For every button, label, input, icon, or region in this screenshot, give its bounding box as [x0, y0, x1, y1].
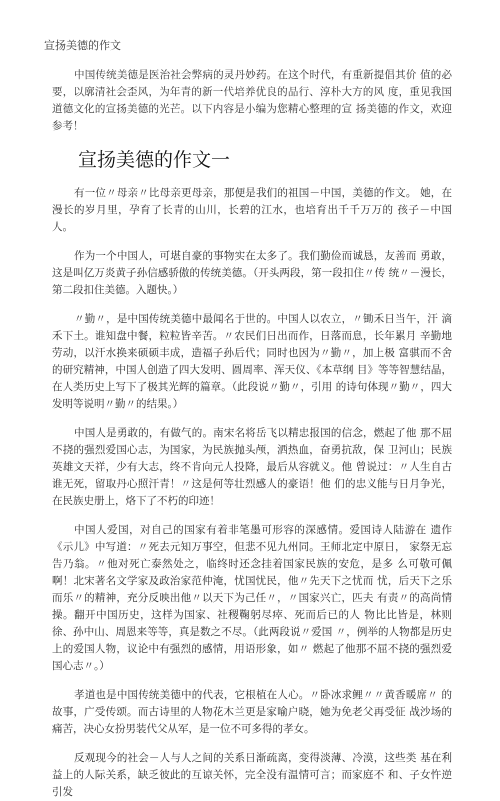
body-paragraph-7: 反观现今的社会－人与人之间的关系日渐疏离，变得淡薄、冷漠，这些类 基在利益上的人际关系，缺乏彼此的互谅关怀，完全没有温情可言；而家庭不 和、子女忤逆引发 [52, 752, 452, 798]
body-paragraph-3: 〃勤〃，是中国传统美德中最闻名于世的。中国人以农立，〃锄禾日当午，汗 滴禾下土。谁知盘中餐，粒粒皆辛苦。〃农民们日出而作，日落而息，长年累月 辛勤地劳动，以汗水换来硕硕丰成，造福子孙后代；同时也因为〃勤〃，加上极 富骐而不舍的研究精神，中国人创造了四大发明、圆周率、浑天仪、《本草纲 目》等等智慧结晶，在人类历史上写下了极其光辉的篇章。（此段说〃勤〃，引用 的诗句体现〃勤〃，四大发明等说明〃勤〃的结果。） [52, 313, 452, 410]
intro-paragraph: 中国传统美德是医治社会弊病的灵丹妙药。在这个时代，有重新提倡其价 值的必要，以廓清社会歪风，为年青的新一代培养优良的品行、淳朴大方的风 度，重见我国道德文化的宣扬美德的光芒。以下内容是小编为您精心整理的宣 扬美德的作文，欢迎参考！ [52, 69, 452, 132]
body-paragraph-6: 孝道也是中国传统美德中的代表，它根植在人心。〃卧冰求鲤〃〃黄香暖席〃 的故事，广受传颂。而古诗里的人物花木兰更是家喻户晓，她为免老父再受征 战沙场的痛苦，决心女扮男装代父从军，是一位不可多得的孝女。 [52, 689, 452, 735]
body-paragraph-2: 作为一个中国人，可堪自豪的事物实在太多了。我们勤俭而诚恳，友善而 勇敢，这是叫亿万炎黄子孙信感骄傲的传统美德。（开头两段，第一段扣住〃传 统〃－漫长，第二段扣住美德。入题快。） [52, 250, 452, 296]
section-heading: 宣扬美德的作文一 [78, 149, 231, 171]
body-paragraph-4: 中国人是勇敢的，有做气的。南宋名将岳飞以精忠报国的信念，燃起了他 那不屈不挠的强烈爱国心志，为国家，为民族抛头颅，洒热血，奋勇抗敌，保 卫河山；民族英雄文天祥，少有大志，终不肯向元人投降，最后从容就义。他 曾说过：〃人生自古谁无死，留取丹心照汗青！〃这是何等壮烈感人的豪语！他 们的忠义能与日月争光，在民族史册上，烙下了不朽的印迹！ [52, 427, 452, 507]
body-paragraph-5: 中国人爱国，对自己的国家有着非笔墨可形容的深感情。爱国诗人陆游在 遗作《示儿》中写道：〃死去元知万事空，但悲不见九州同。王师北定中原日， 家祭无忘告乃翁。〃他对死亡泰然处之，临终时还念挂着国家民族的安危，是多 么可敬可佩啊！北宋著名文学家及政治家范仲淹，忧国忧民，他〃先天下之忧而 忧，后天下之乐而乐〃的精神，充分反映出他〃以天下为己任〃，〃国家兴亡，匹夫 有责〃的高尚情操。翻开中国历史，这样为国家、社稷鞠躬尽瘁、死而后已的人 物比比皆是，林则徐、孙中山、周恩来等等，真是数之不尽。（此两段说〃爱国 〃，例举的人物都是历史上的爱国人物，议论中有强烈的感情，用语形象，如〃 燃起了他那不屈不挠的强烈爱国心志〃。） [52, 524, 452, 672]
document-label: 宣扬美德的作文 [44, 39, 121, 52]
body-paragraph-1: 有一位〃母亲〃比母亲更母亲，那便是我们的祖国－中国，美德的作文。 她，在漫长的岁月里，孕育了长青的山川，长碧的江水，也培育出千千万万的 孩子－中国人。 [52, 187, 452, 233]
